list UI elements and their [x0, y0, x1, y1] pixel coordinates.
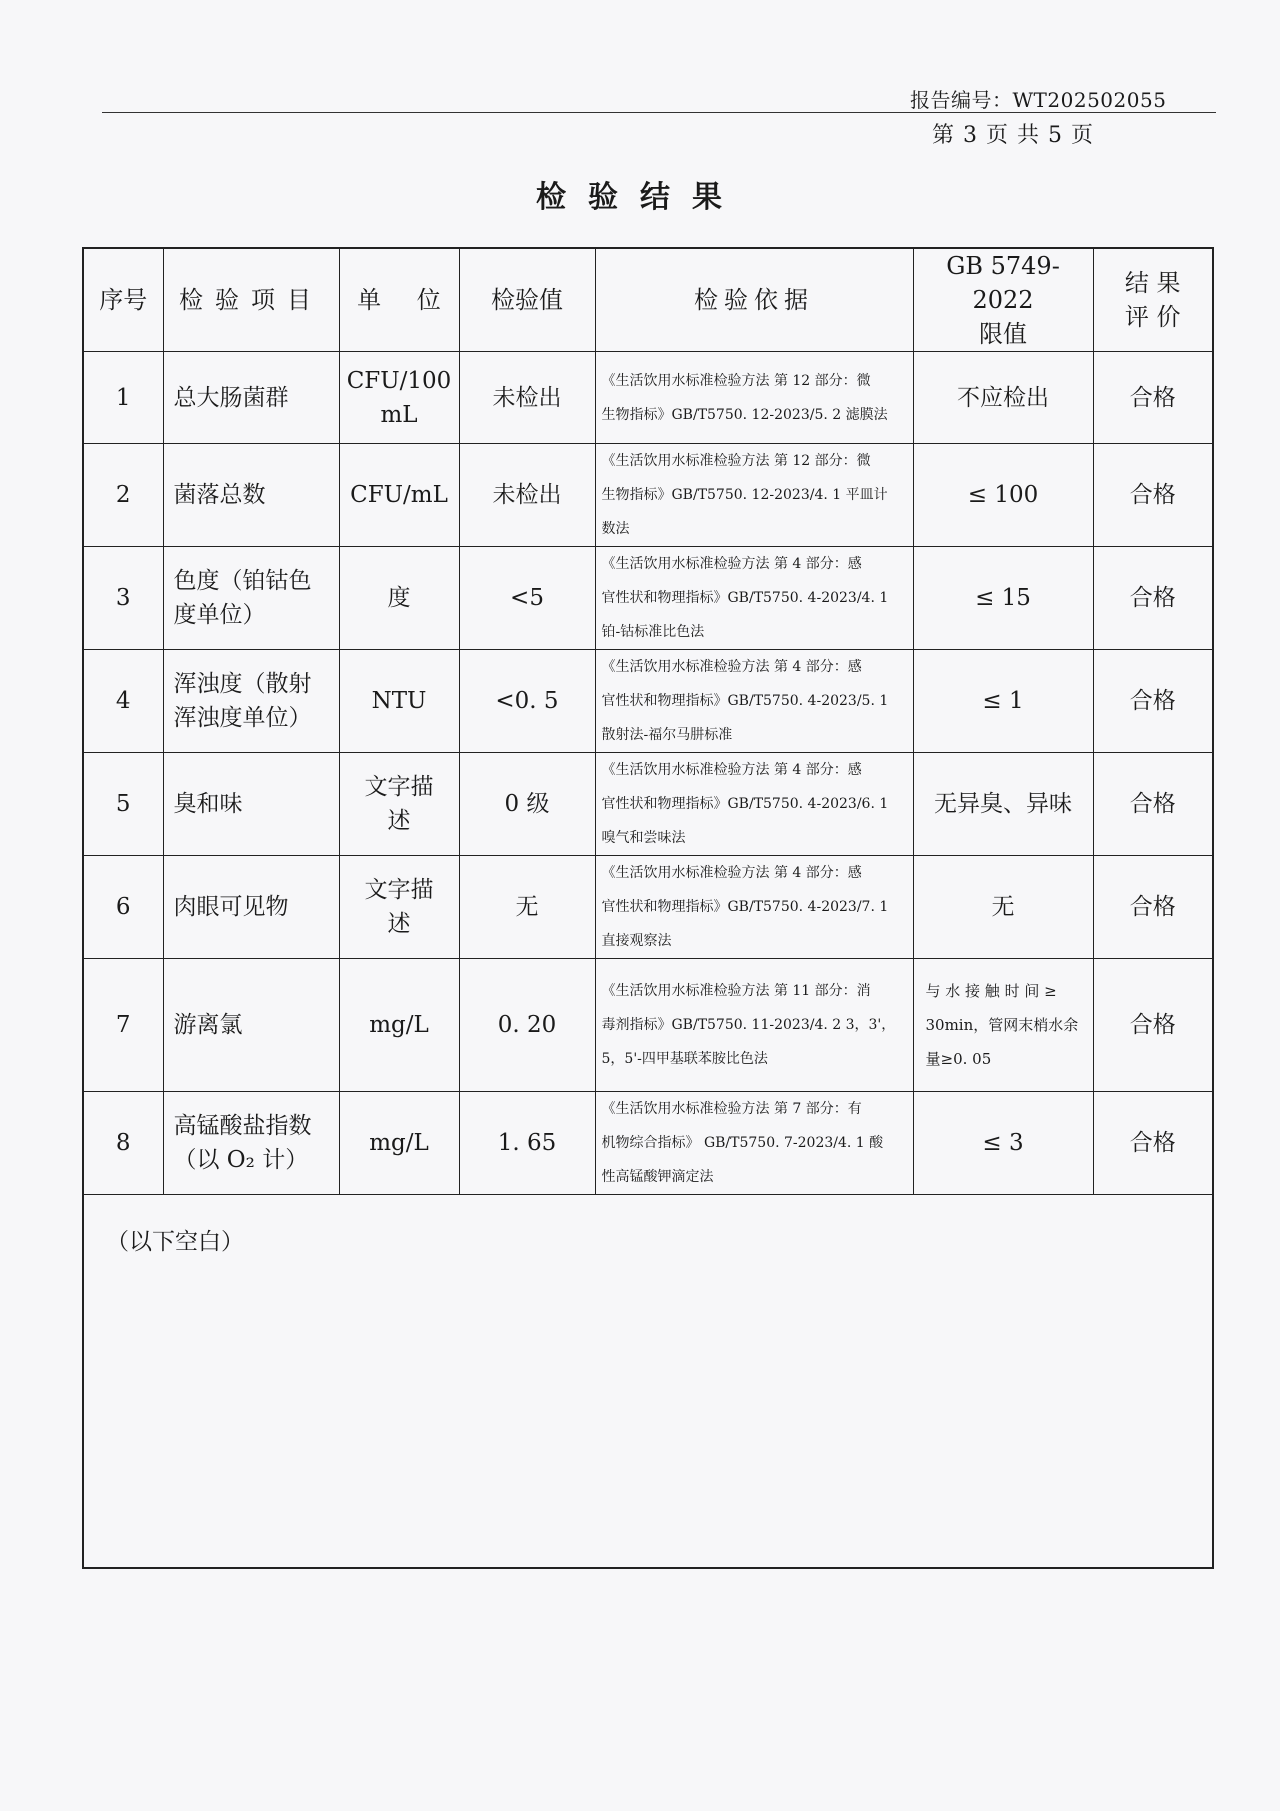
cell-basis	[595, 547, 913, 650]
cell-item-line: 肉眼可见物	[173, 894, 289, 920]
table-row	[83, 959, 1213, 1092]
cell-seq: 7	[83, 959, 163, 1092]
cell-unit-line: NTU	[371, 688, 427, 714]
table-row	[83, 444, 1213, 547]
cell-basis-line: 5，5'-四甲基联苯胺比色法	[601, 1051, 768, 1067]
table-row	[83, 650, 1213, 753]
page-title: 检验结果	[536, 180, 744, 215]
cell-unit-line: mg/L	[369, 1012, 429, 1038]
cell-unit-line: 度	[387, 585, 411, 611]
cell-unit-line: CFU/100	[346, 367, 452, 394]
cell-result: 合格	[1093, 856, 1213, 959]
cell-basis-line: 直接观察法	[601, 933, 672, 949]
cell-seq: 2	[83, 444, 163, 547]
table-row	[83, 753, 1213, 856]
cell-basis	[595, 650, 913, 753]
col-header-limit	[913, 248, 1093, 352]
cell-unit	[339, 959, 459, 1092]
col-header-limit-line2: 限值	[979, 320, 1027, 348]
cell-basis	[595, 959, 913, 1092]
cell-item-line: 高锰酸盐指数	[173, 1113, 312, 1139]
cell-result: 合格	[1093, 547, 1213, 650]
cell-result: 合格	[1093, 753, 1213, 856]
cell-basis	[595, 352, 913, 444]
cell-basis	[595, 1092, 913, 1195]
cell-unit	[339, 444, 459, 547]
cell-unit	[339, 753, 459, 856]
table-header-row	[83, 248, 1213, 352]
table-row	[83, 547, 1213, 650]
cell-basis-line: 铂-钴标准比色法	[601, 624, 705, 640]
cell-item-line: 度单位）	[173, 602, 266, 628]
cell-unit-line: 述	[387, 808, 411, 834]
cell-basis-line: 机物综合指标》 GB/T5750. 7-2023/4. 1 酸	[601, 1135, 884, 1151]
cell-basis-line: 《生活饮用水标准检验方法 第 4 部分：感	[601, 762, 862, 778]
cell-basis-line: 《生活饮用水标准检验方法 第 4 部分：感	[601, 556, 862, 572]
cell-basis	[595, 444, 913, 547]
cell-limit: ≤ 1	[913, 650, 1093, 753]
cell-value: 0. 20	[459, 959, 595, 1092]
cell-limit: 无异臭、异味	[913, 753, 1093, 856]
cell-unit	[339, 352, 459, 444]
cell-item-line: 总大肠菌群	[173, 384, 289, 411]
cell-unit-line: mg/L	[369, 1130, 429, 1156]
cell-result: 合格	[1093, 650, 1213, 753]
report-number: 报告编号：WT202502055	[910, 88, 1167, 112]
cell-basis	[595, 753, 913, 856]
results-table	[82, 247, 1214, 1569]
cell-item-line: 浑浊度单位）	[173, 705, 312, 731]
cell-item-line: 菌落总数	[173, 482, 266, 508]
cell-item-line: （以 O₂ 计）	[173, 1147, 309, 1173]
cell-value: 无	[459, 856, 595, 959]
cell-limit: ≤ 3	[913, 1092, 1093, 1195]
cell-basis-line: 《生活饮用水标准检验方法 第 12 部分：微	[601, 372, 871, 389]
cell-seq: 1	[83, 352, 163, 444]
cell-value: <5	[459, 547, 595, 650]
cell-basis-line: 性高锰酸钾滴定法	[601, 1169, 714, 1185]
cell-value: 未检出	[459, 444, 595, 547]
col-header-limit-line1: GB 5749-2022	[946, 252, 1060, 314]
cell-value: 1. 65	[459, 1092, 595, 1195]
cell-limit-line: 30min，管网末梢水余	[925, 1016, 1079, 1034]
cell-basis-line: 《生活饮用水标准检验方法 第 12 部分：微	[601, 453, 871, 469]
cell-limit-line: 量≥0. 05	[925, 1050, 992, 1068]
cell-result: 合格	[1093, 444, 1213, 547]
cell-basis-line: 《生活饮用水标准检验方法 第 4 部分：感	[601, 659, 862, 675]
cell-unit-line: 文字描	[364, 774, 434, 800]
cell-basis-line: 生物指标》GB/T5750. 12-2023/5. 2 滤膜法	[601, 406, 888, 423]
cell-seq: 8	[83, 1092, 163, 1195]
cell-item-line: 臭和味	[173, 791, 243, 817]
col-header-value: 检验值	[459, 248, 595, 352]
cell-unit	[339, 856, 459, 959]
blank-row	[83, 1195, 1213, 1569]
cell-basis-line: 毒剂指标》GB/T5750. 11-2023/4. 2 3，3'，	[601, 1017, 896, 1033]
cell-basis-line: 《生活饮用水标准检验方法 第 11 部分：消	[601, 983, 871, 999]
cell-basis-line: 《生活饮用水标准检验方法 第 4 部分：感	[601, 865, 862, 881]
cell-limit: 无	[913, 856, 1093, 959]
cell-basis-line: 官性状和物理指标》GB/T5750. 4-2023/5. 1	[601, 693, 889, 709]
cell-unit	[339, 1092, 459, 1195]
table-row	[83, 1092, 1213, 1195]
cell-result: 合格	[1093, 352, 1213, 444]
cell-item	[163, 753, 339, 856]
cell-basis-line: 官性状和物理指标》GB/T5750. 4-2023/4. 1	[601, 590, 889, 606]
cell-result: 合格	[1093, 959, 1213, 1092]
blank-note: （以下空白）	[83, 1195, 1213, 1569]
col-header-result-line2: 评 价	[1124, 303, 1181, 331]
cell-limit: ≤ 100	[913, 444, 1093, 547]
cell-unit-line: 述	[387, 911, 411, 937]
cell-item	[163, 1092, 339, 1195]
cell-result: 合格	[1093, 1092, 1213, 1195]
cell-basis-line: 《生活饮用水标准检验方法 第 7 部分：有	[601, 1101, 862, 1117]
cell-item-line: 浑浊度（散射	[173, 671, 312, 697]
cell-seq: 3	[83, 547, 163, 650]
cell-basis-line: 散射法-福尔马肼标准	[601, 727, 733, 743]
cell-value: <0. 5	[459, 650, 595, 753]
cell-limit: 不应检出	[913, 352, 1093, 444]
cell-item	[163, 650, 339, 753]
cell-unit	[339, 650, 459, 753]
col-header-basis: 检验依据	[595, 248, 913, 352]
cell-unit-line: mL	[380, 401, 418, 428]
cell-seq: 6	[83, 856, 163, 959]
col-header-result-line1: 结 果	[1124, 269, 1181, 297]
cell-item	[163, 959, 339, 1092]
col-header-item: 检验项目	[163, 248, 339, 352]
table-row	[83, 856, 1213, 959]
header-divider	[102, 112, 1216, 113]
cell-unit	[339, 547, 459, 650]
cell-item	[163, 856, 339, 959]
col-header-result	[1093, 248, 1213, 352]
cell-item	[163, 444, 339, 547]
cell-limit-line: 与 水 接 触 时 间 ≥	[925, 982, 1057, 1000]
cell-limit: ≤ 15	[913, 547, 1093, 650]
cell-basis	[595, 856, 913, 959]
cell-seq: 5	[83, 753, 163, 856]
cell-basis-line: 数法	[601, 521, 630, 537]
cell-item-line: 色度（铂钴色	[173, 568, 312, 594]
col-header-unit: 单 位	[339, 248, 459, 352]
col-header-seq: 序号	[83, 248, 163, 352]
cell-item	[163, 547, 339, 650]
table-row	[83, 352, 1213, 444]
cell-item-line: 游离氯	[173, 1012, 243, 1038]
cell-item	[163, 352, 339, 444]
cell-seq: 4	[83, 650, 163, 753]
cell-basis-line: 官性状和物理指标》GB/T5750. 4-2023/7. 1	[601, 899, 889, 915]
cell-value: 未检出	[459, 352, 595, 444]
cell-basis-line: 嗅气和尝味法	[601, 830, 686, 846]
cell-unit-line: 文字描	[364, 877, 434, 903]
cell-basis-line: 生物指标》GB/T5750. 12-2023/4. 1 平皿计	[601, 487, 888, 503]
cell-limit	[913, 959, 1093, 1092]
cell-unit-line: CFU/mL	[350, 482, 448, 508]
page-count: 第 3 页 共 5 页	[932, 123, 1094, 148]
cell-value: 0 级	[459, 753, 595, 856]
cell-basis-line: 官性状和物理指标》GB/T5750. 4-2023/6. 1	[601, 796, 889, 812]
